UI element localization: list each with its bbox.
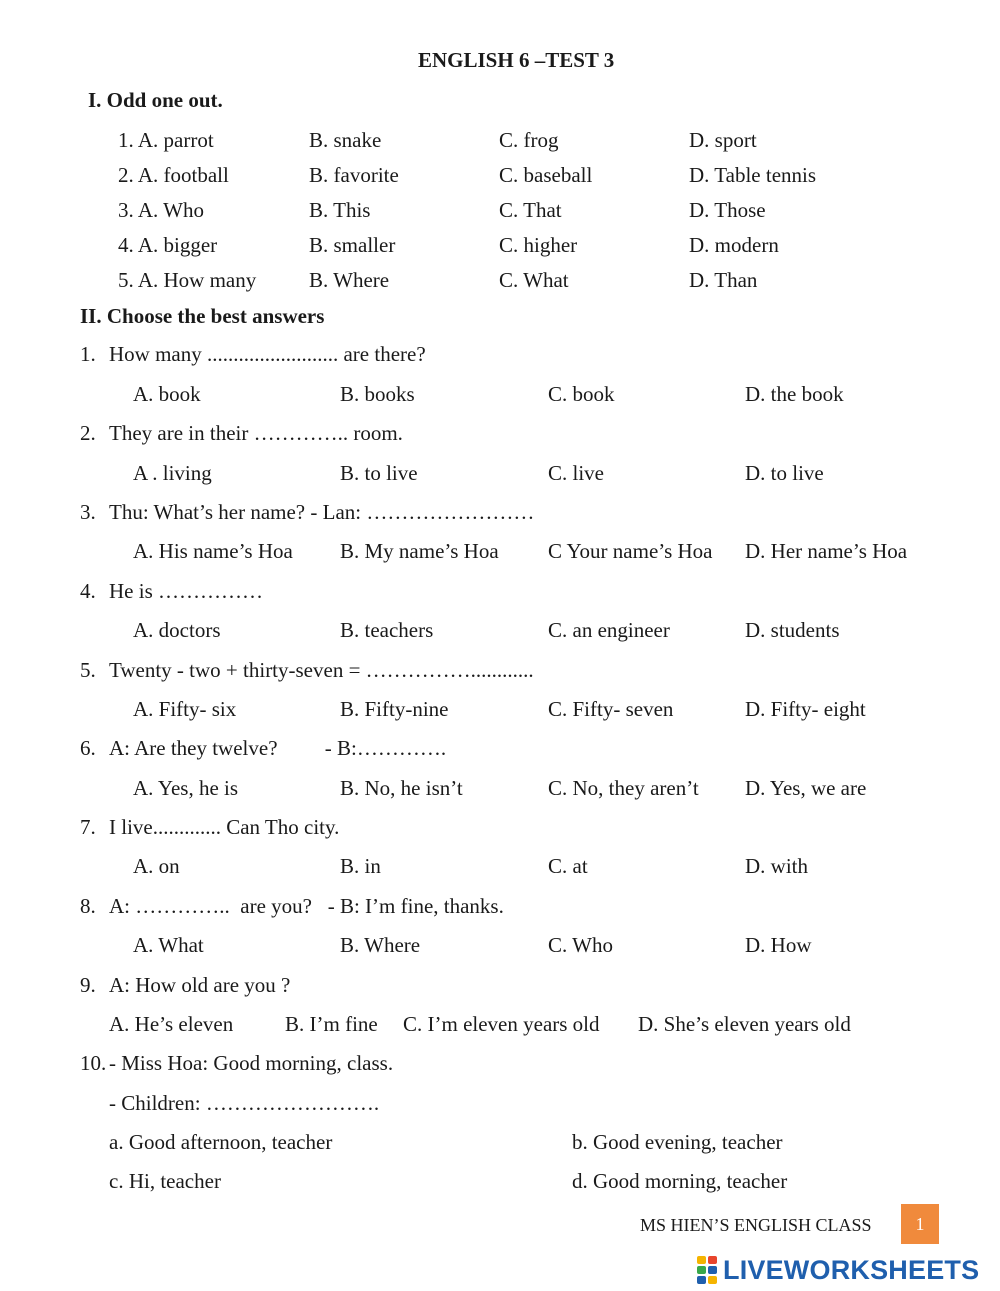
odd-q1-option-d: D. sport [689, 128, 757, 152]
question-text: I live............. Can Tho city. [109, 815, 340, 839]
answer-option-c: C. Fifty- seven [548, 697, 674, 721]
answer-option-c: c. Hi, teacher [109, 1169, 221, 1193]
answer-option-a: A . living [133, 461, 212, 485]
odd-q2-option-a: 2. A. football [118, 163, 229, 187]
section-1-heading: I. Odd one out. [88, 88, 223, 112]
question-text: A: How old are you ? [109, 973, 291, 997]
odd-q4-option-a: 4. A. bigger [118, 233, 218, 257]
answer-option-b: B. My name’s Hoa [340, 539, 499, 563]
answer-option-d: D. Fifty- eight [745, 697, 866, 721]
section-2-heading: II. Choose the best answers [80, 304, 325, 328]
question-text: Twenty - two + thirty-seven = ……………............ [109, 658, 534, 682]
odd-q3-option-a: 3. A. Who [118, 198, 204, 222]
answer-option-d: D. with [745, 854, 808, 878]
answer-option-a: a. Good afternoon, teacher [109, 1130, 333, 1154]
answer-option-d: D. How [745, 933, 812, 957]
question-number: 4. [80, 579, 96, 603]
answer-option-d: D. students [745, 618, 840, 642]
question-number: 10. [80, 1051, 107, 1075]
test-title: ENGLISH 6 –TEST 3 [418, 48, 615, 72]
odd-q4-option-c: C. higher [499, 233, 578, 257]
answer-option-d: D. the book [745, 382, 844, 406]
answer-option-d: D. to live [745, 461, 824, 485]
answer-option-c: C. No, they aren’t [548, 776, 699, 800]
answer-option-a: A. doctors [133, 618, 221, 642]
page-number-badge: 1 [901, 1204, 939, 1244]
answer-option-d: D. Yes, we are [745, 776, 867, 800]
answer-option-c: C. Who [548, 933, 613, 957]
question-text: Thu: What’s her name? - Lan: …………………… [109, 500, 535, 524]
answer-option-b: B. to live [340, 461, 418, 485]
question-number: 2. [80, 421, 96, 445]
odd-q4-option-b: B. smaller [309, 233, 396, 257]
answer-option-a: A. What [133, 933, 204, 957]
answer-option-b: B. I’m fine [285, 1012, 378, 1036]
answer-option-a: A. He’s eleven [109, 1012, 234, 1036]
odd-q3-option-d: D. Those [689, 198, 766, 222]
question-number: 1. [80, 342, 96, 366]
liveworksheets-logo[interactable] [697, 1254, 979, 1286]
answer-option-b: B. books [340, 382, 415, 406]
answer-option-d: D. Her name’s Hoa [745, 539, 908, 563]
odd-q5-option-a: 5. A. How many [118, 268, 257, 292]
odd-q4-option-d: D. modern [689, 233, 779, 257]
question-text: How many ......................... are there? [109, 342, 426, 366]
answer-option-c: C. I’m eleven years old [403, 1012, 600, 1036]
answer-option-a: A. on [133, 854, 180, 878]
answer-option-c: C. an engineer [548, 618, 670, 642]
question-text: They are in their ………….. room. [109, 421, 403, 445]
odd-q5-option-d: D. Than [689, 268, 758, 292]
odd-q2-option-d: D. Table tennis [689, 163, 817, 187]
answer-option-b: B. No, he isn’t [340, 776, 463, 800]
answer-option-c: C Your name’s Hoa [548, 539, 713, 563]
question-number: 6. [80, 736, 96, 760]
class-name-footer: MS HIEN’S ENGLISH CLASS [640, 1215, 872, 1235]
odd-q5-option-b: B. Where [309, 268, 390, 292]
liveworksheets-mark-icon [697, 1256, 719, 1284]
odd-q1-option-b: B. snake [309, 128, 382, 152]
question-text: He is …………… [109, 579, 263, 603]
question-text-line-2: - Children: ……………………. [109, 1091, 380, 1115]
liveworksheets-wordmark: LIVEWORKSHEETS [723, 1254, 980, 1285]
odd-q1-option-a: 1. A. parrot [118, 128, 214, 152]
odd-q3-option-c: C. That [499, 198, 562, 222]
answer-option-b: B. Fifty-nine [340, 697, 449, 721]
answer-option-a: A. His name’s Hoa [133, 539, 293, 563]
answer-option-b: B. teachers [340, 618, 434, 642]
odd-q2-option-b: B. favorite [309, 163, 399, 187]
question-number: 5. [80, 658, 96, 682]
answer-option-b: B. in [340, 854, 381, 878]
odd-q2-option-c: C. baseball [499, 163, 593, 187]
question-number: 9. [80, 973, 96, 997]
answer-option-d: D. She’s eleven years old [638, 1012, 851, 1036]
question-number: 7. [80, 815, 96, 839]
answer-option-a: A. book [133, 382, 201, 406]
answer-option-c: C. at [548, 854, 588, 878]
question-number: 3. [80, 500, 96, 524]
answer-option-a: A. Fifty- six [133, 697, 237, 721]
odd-q1-option-c: C. frog [499, 128, 559, 152]
question-text: - Miss Hoa: Good morning, class. [109, 1051, 394, 1075]
answer-option-c: C. live [548, 461, 604, 485]
answer-option-c: C. book [548, 382, 615, 406]
question-text: A: Are they twelve? - B:…………. [109, 736, 447, 760]
odd-q3-option-b: B. This [309, 198, 371, 222]
answer-option-b: B. Where [340, 933, 421, 957]
question-text: A: ………….. are you? - B: I’m fine, thanks. [109, 894, 504, 918]
answer-option-d: d. Good morning, teacher [572, 1169, 788, 1193]
answer-option-a: A. Yes, he is [133, 776, 239, 800]
answer-option-b: b. Good evening, teacher [572, 1130, 783, 1154]
odd-q5-option-c: C. What [499, 268, 569, 292]
question-number: 8. [80, 894, 96, 918]
